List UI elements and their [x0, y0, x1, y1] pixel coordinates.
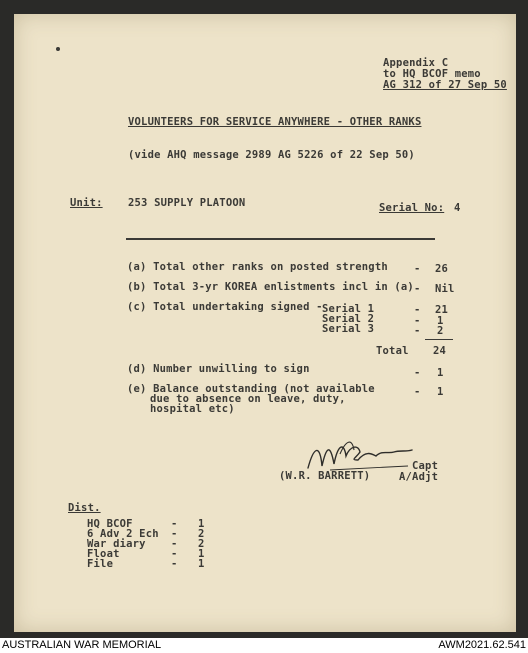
item-d-value: 1: [437, 367, 444, 379]
item-e-line-2: due to absence on leave, duty,: [150, 393, 346, 405]
footer-bar: [0, 638, 528, 653]
punch-hole-mark: [56, 47, 60, 51]
item-a-dash: -: [414, 263, 421, 275]
item-e-line-1: (e) Balance outstanding (not available: [127, 383, 375, 395]
serial-3-dash: -: [414, 325, 421, 337]
dist-row-quantity: 1: [198, 518, 205, 530]
separator-rule: [126, 238, 435, 240]
serial-3-value: 2: [437, 325, 444, 337]
dist-row-recipient: File: [87, 558, 114, 570]
dist-row-dash: -: [171, 518, 178, 530]
item-e-dash: -: [414, 386, 421, 398]
dist-row-recipient: Float: [87, 548, 120, 560]
dist-row-quantity: 2: [198, 528, 205, 540]
unit-value: 253 SUPPLY PLATOON: [128, 197, 246, 209]
total-value: 24: [433, 345, 447, 357]
dist-row-recipient: War diary: [87, 538, 146, 550]
footer-institution: AUSTRALIAN WAR MEMORIAL: [2, 639, 162, 651]
appendix-line-3: AG 312 of 27 Sep 50: [383, 79, 507, 91]
serial-3-label: Serial 3: [322, 323, 375, 335]
item-e-value: 1: [437, 386, 444, 398]
item-d-dash: -: [414, 367, 421, 379]
appendix-line-1: Appendix C: [383, 57, 449, 69]
total-rule: [425, 339, 453, 340]
serial-1-label: Serial 1: [322, 303, 375, 315]
serial-2-value: 1: [437, 315, 444, 327]
signatory-appointment: A/Adjt: [399, 471, 439, 483]
serial-label: Serial No:: [379, 202, 445, 214]
item-a-text: (a) Total other ranks on posted strength: [127, 261, 388, 273]
serial-2-dash: -: [414, 315, 421, 327]
dist-heading: Dist.: [68, 502, 101, 514]
serial-value: 4: [454, 202, 461, 214]
dist-row-dash: -: [171, 558, 178, 570]
serial-1-dash: -: [414, 304, 421, 316]
appendix-line-2: to HQ BCOF memo: [383, 68, 481, 80]
unit-label: Unit:: [70, 197, 103, 209]
dist-row-quantity: 1: [198, 548, 205, 560]
dist-row-dash: -: [171, 528, 178, 540]
item-b-value: Nil: [435, 283, 455, 295]
document-title: VOLUNTEERS FOR SERVICE ANYWHERE - OTHER RANKS: [128, 116, 422, 128]
item-b-text: (b) Total 3-yr KOREA enlistments incl in (a): [127, 281, 414, 293]
dist-row-recipient: HQ BCOF: [87, 518, 133, 530]
document-subtitle: (vide AHQ message 2989 AG 5226 of 22 Sep 50): [128, 149, 415, 161]
dist-row-quantity: 2: [198, 538, 205, 550]
item-e-line-3: hospital etc): [150, 403, 235, 415]
item-a-value: 26: [435, 263, 449, 275]
item-d-text: (d) Number unwilling to sign: [127, 363, 310, 375]
dist-row-quantity: 1: [198, 558, 205, 570]
item-b-dash: -: [414, 283, 421, 295]
footer-accession-number: AWM2021.62.541: [438, 639, 526, 651]
item-c-text: (c) Total undertaking signed -: [127, 301, 323, 313]
dist-row-dash: -: [171, 548, 178, 560]
dist-row-recipient: 6 Adv 2 Ech: [87, 528, 159, 540]
signatory-name: (W.R. BARRETT): [279, 470, 371, 482]
total-label: Total: [376, 345, 409, 357]
dist-row-dash: -: [171, 538, 178, 550]
serial-1-value: 21: [435, 304, 449, 316]
signatory-rank: Capt: [412, 460, 439, 472]
serial-2-label: Serial 2: [322, 313, 375, 325]
